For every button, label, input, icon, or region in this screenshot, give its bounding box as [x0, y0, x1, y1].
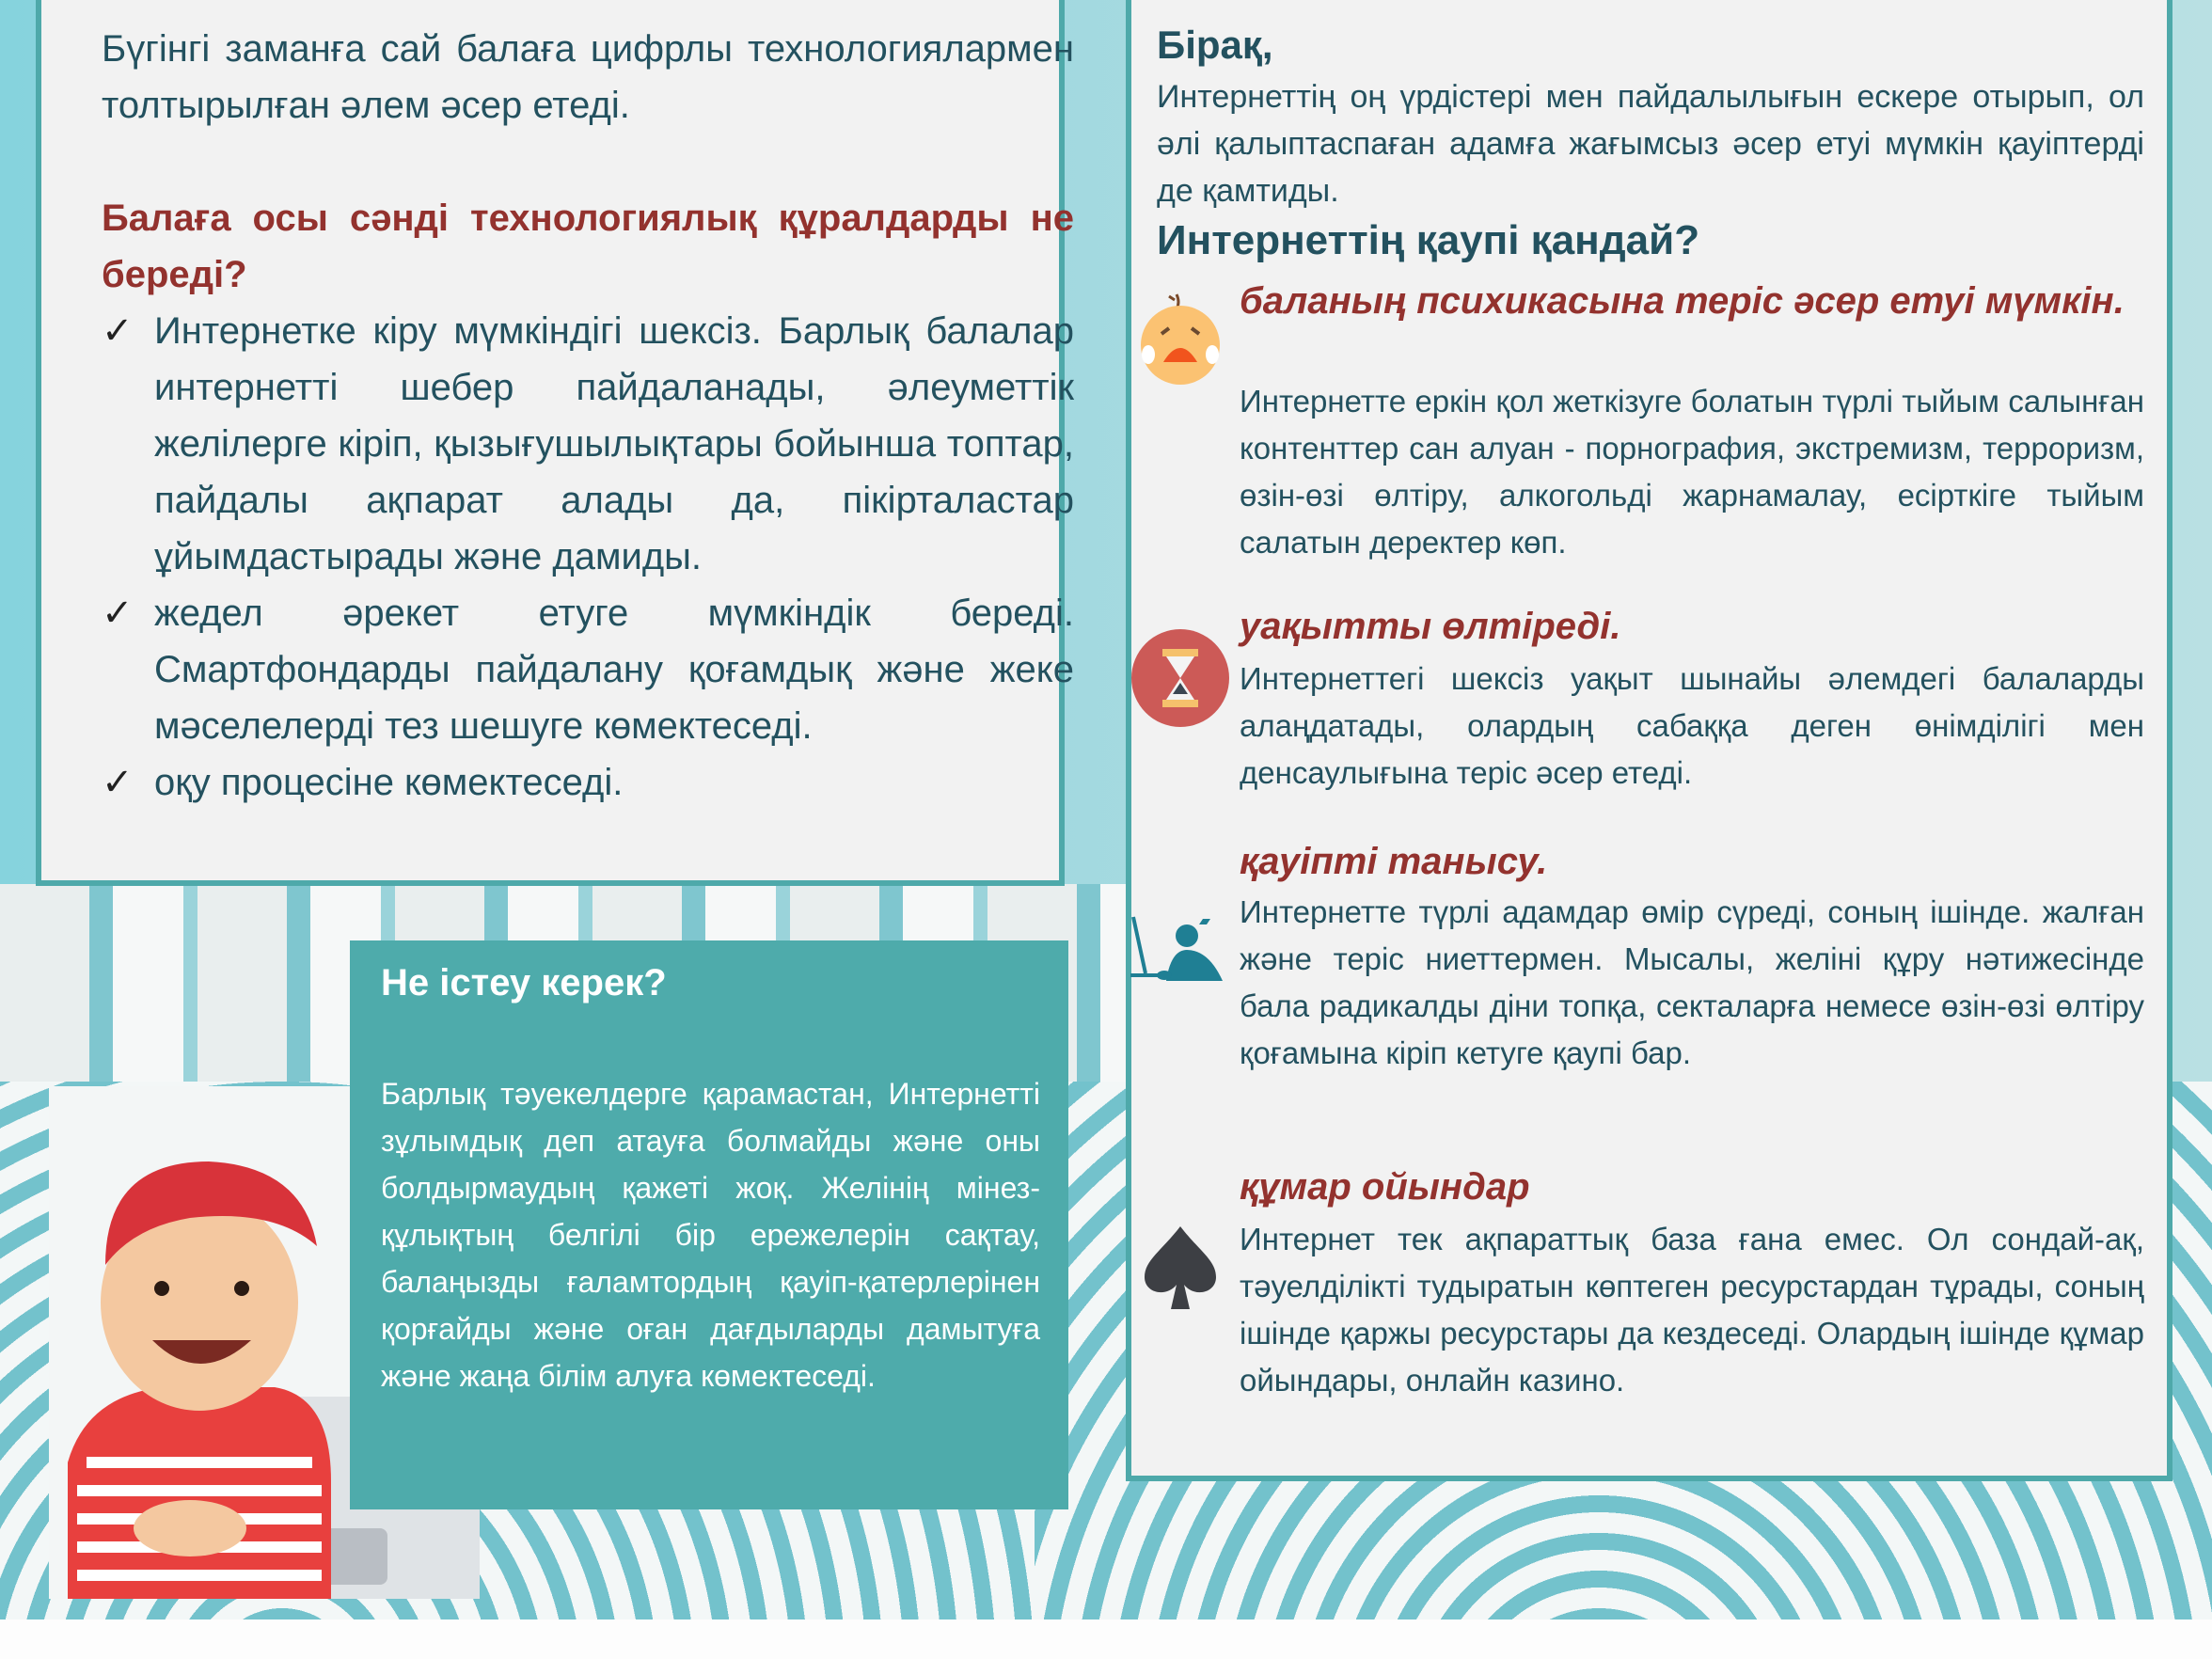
benefit-list [102, 303, 1074, 811]
benefit-text: Интернетке кіру мүмкіндігі шексіз. Барлық балалар интернетті шебер пайдаланады, әлеуметтік желілерге кіріп, қызығушылықтары бойынша топтар, пайдалы ақпарат алады да, пікірталастар ұйымдастырады және дамиды. [154, 310, 1074, 577]
hourglass-icon [1130, 628, 1230, 728]
benefits-question: Балаға осы сәнді технологиялық құралдарды не береді? [102, 198, 1074, 295]
danger-title: қауіпті танысу. [1240, 841, 1548, 882]
bottom-strip [0, 1620, 2212, 1659]
check-icon: ✓ [102, 592, 134, 634]
danger-title: уақытты өлтіреді. [1240, 606, 1621, 647]
advice-title: Не істеу керек? [381, 962, 667, 1003]
advice-panel [350, 940, 1068, 1509]
benefit-item [102, 754, 1074, 811]
crying-face-icon [1133, 287, 1227, 390]
benefit-text: оқу процесіне көмектеседі. [154, 762, 624, 803]
danger-text: Интернетте түрлі адамдар өмір сүреді, соның ішінде. жалған және теріс ниеттермен. Мысалы, желіні құру нәтижесінде бала радикалды діни топқа, секталарға немесе өзін-өзі өлтіру қоғамына кіріп кетуге қаупі бар. [1240, 894, 2144, 1070]
benefits-panel [36, 0, 1074, 886]
hacker-icon [1129, 908, 1227, 983]
but-heading: Бірақ, [1157, 23, 1273, 67]
danger-text: Интернет тек ақпараттық база ғана емес. Ол сондай-ақ, тәуелділікті тудыратын көптеген ресурстардан тұрады, соның ішінде қаржы ресурстары да кездеседі. Олардың ішінде құмар ойындары, онлайн казино. [1240, 1222, 2144, 1398]
danger-title: құмар ойындар [1240, 1166, 1530, 1208]
danger-title: баланың психикасына теріс әсер етуі мүмкін. [1240, 280, 2125, 322]
benefit-text: жедел әрекет етуге мүмкіндік береді. Смартфондарды пайдалану қоғамдық және жеке мәселелерді тез шешуге көмектеседі. [154, 592, 1074, 747]
check-icon: ✓ [102, 762, 134, 803]
check-icon: ✓ [102, 310, 134, 352]
benefit-item [102, 303, 1074, 585]
spade-icon [1143, 1223, 1218, 1312]
danger-text: Интернеттегі шексіз уақыт шынайы әлемдегі балаларды алаңдатады, олардың сабаққа деген өнімділігі мен денсаулығына теріс әсер етеді. [1240, 661, 2144, 790]
danger-text: Интернетте еркін қол жеткізуге болатын түрлі тыйым салынған контенттер сан алуан - порнография, экстремизм, терроризм, өзін-өзі өлтіру, алкогольді жарнамалау, есірткіге тыйым салатын деректер көп. [1240, 384, 2144, 560]
intro-text: Бүгінгі заманға сай балаға цифрлы технологиялармен толтырылған әлем әсер етеді. [102, 28, 1074, 126]
lead-text: Интернеттің оң үрдістері мен пайдалылығын ескере отырып, ол әлі қалыптаспаған адамға жағымсыз әсер етуі мүмкін қауіптерді де қамтиды. [1157, 79, 2144, 209]
advice-text: Барлық тәуекелдерге қарамастан, Интернетті зұлымдық деп атауға болмайды және оны болдырмаудың қажеті жоқ. Желінің мінез-құлықтың белгілі бір ережелерін сақтау, балаңызды ғаламтордың қауіп-қатерлерінен қорғайды және оған дағдыларды дамытуға және жаңа білім алуға көмектеседі. [381, 1077, 1040, 1393]
benefit-item [102, 585, 1074, 754]
dangers-question: Интернеттің қаупі қандай? [1157, 217, 1700, 263]
